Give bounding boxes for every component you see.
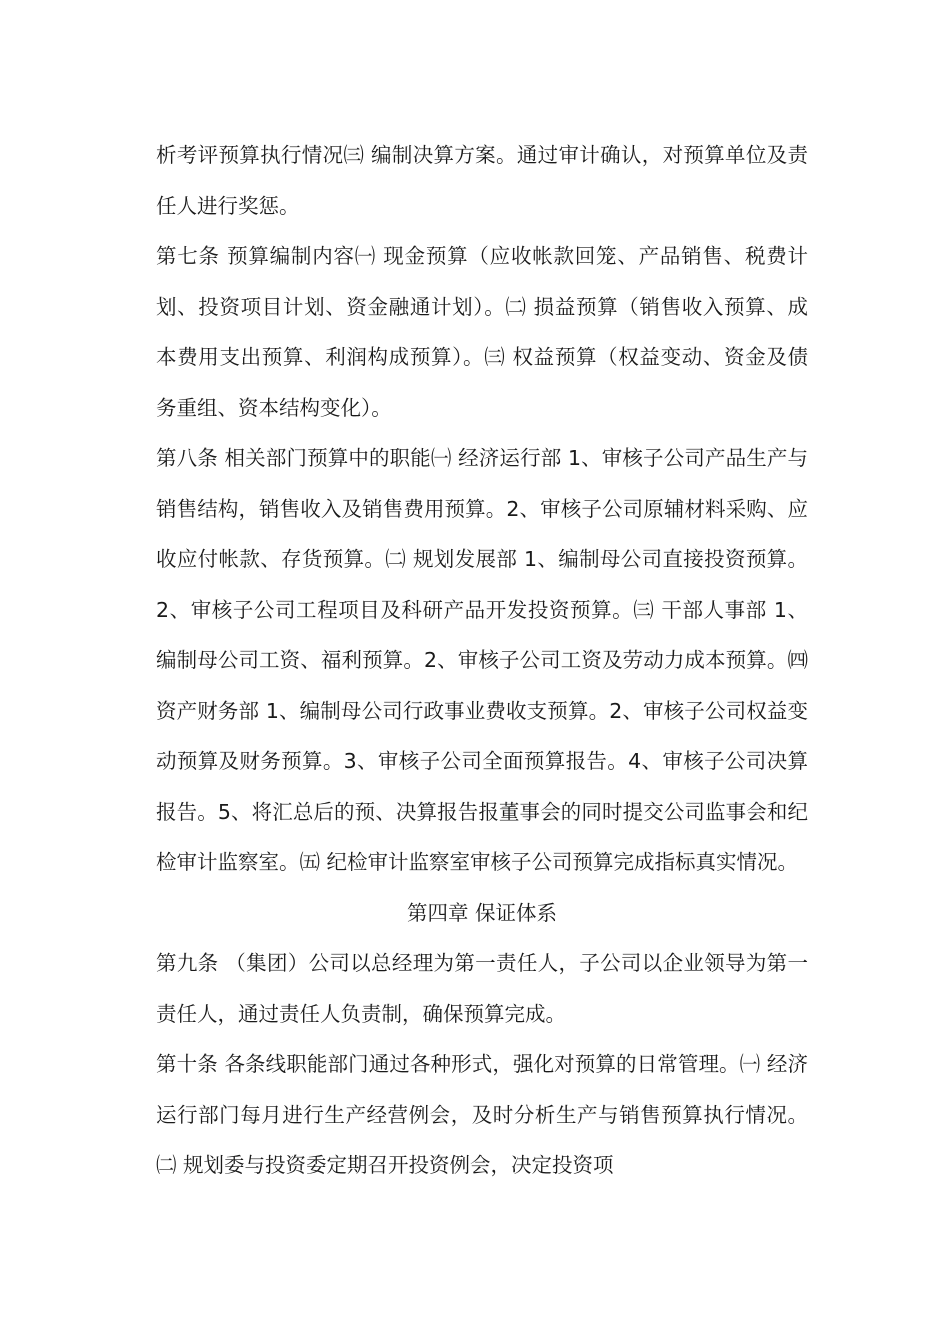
article-9-paragraph: 第九条 （集团）公司以总经理为第一责任人，子公司以企业领导为第一责任人，通过责任人负责制，确保预算完成。 bbox=[156, 951, 808, 1026]
article-10-paragraph: 第十条 各条线职能部门通过各种形式，强化对预算的日常管理。㈠ 经济运行部门每月进行生产经营例会，及时分析生产与销售预算执行情况。㈡ 规划委与投资委定期召开投资例会，决定投资项 bbox=[156, 1052, 808, 1177]
paragraph-continuation: 析考评预算执行情况㈢ 编制决算方案。通过审计确认，对预算单位及责任人进行奖惩。 bbox=[156, 143, 808, 218]
chapter-heading: 第四章 保证体系 bbox=[406, 900, 558, 925]
article-8-paragraph: 第八条 相关部门预算中的职能㈠ 经济运行部 1、审核子公司产品生产与销售结构，销售收入及销售费用预算。2、审核子公司原辅材料采购、应收应付帐款、存货预算。㈡ 规划发展部 1、编制母公司直接投资预算。2、审核子公司工程项目及科研产品开发投资预算。㈢ 干部人事部 1、编制母公司工资、福利预算。2、审核子公司工资及劳动力成本预算。㈣ 资产财务部 1、编制母公司行政事业费收支预算。2、审核子公司权益变动预算及财务预算。3、审核子公司全面预算报告。4、审核子公司决算报告。5、将汇总后的预、决算报告报董事会的同时提交公司监事会和纪检审计监察室。㈤ 纪检审计监察室审核子公司预算完成指标真实情况。 bbox=[156, 446, 808, 874]
document-body bbox=[156, 130, 808, 1191]
article-7-paragraph: 第七条 预算编制内容㈠ 现金预算（应收帐款回笼、产品销售、税费计划、投资项目计划、资金融通计划）。㈡ 损益预算（销售收入预算、成本费用支出预算、利润构成预算）。㈢ 权益预算（权益变动、资金及债务重组、资本结构变化）。 bbox=[156, 244, 808, 420]
